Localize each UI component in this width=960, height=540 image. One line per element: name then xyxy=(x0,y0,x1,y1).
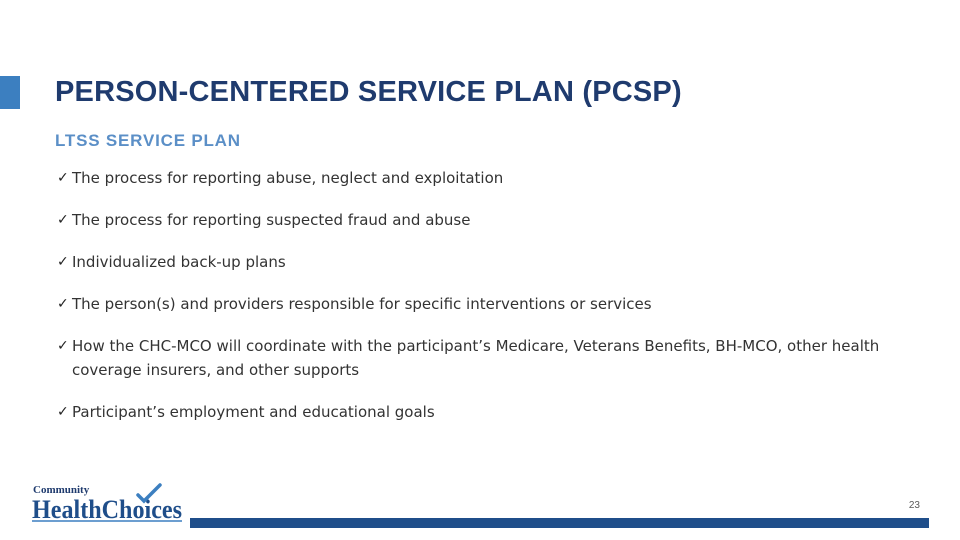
community-healthchoices-logo xyxy=(32,483,184,523)
slide-subtitle: LTSS SERVICE PLAN xyxy=(55,131,241,150)
title-accent-bar xyxy=(0,76,20,109)
check-icon: ✓ xyxy=(57,212,69,228)
bullet-text: The process for reporting suspected fraud and abuse xyxy=(72,211,471,229)
bullet-text: Individualized back-up plans xyxy=(72,253,286,271)
bullet-item xyxy=(57,208,937,232)
bullet-item xyxy=(57,400,937,424)
logo-text-healthchoices: HealthChoices xyxy=(32,495,182,523)
bullet-item xyxy=(57,292,937,316)
check-icon: ✓ xyxy=(57,404,69,420)
bullet-list xyxy=(57,166,937,442)
page-number: 23 xyxy=(908,500,920,511)
bullet-text: The process for reporting abuse, neglect and exploitation xyxy=(72,169,504,187)
bullet-item xyxy=(57,166,937,190)
bullet-text: How the CHC-MCO will coordinate with the participant’s Medicare, Veterans Benefits, BH-MCO, other health coverage insurers, and other supports xyxy=(72,337,880,379)
check-icon: ✓ xyxy=(57,338,69,354)
bullet-text: Participant’s employment and educational goals xyxy=(72,403,435,421)
bullet-item xyxy=(57,334,937,382)
footer-bar xyxy=(190,518,929,528)
check-icon: ✓ xyxy=(57,254,69,270)
check-icon: ✓ xyxy=(57,170,69,186)
bullet-item xyxy=(57,250,937,274)
logo-text-community: Community xyxy=(33,484,90,496)
check-icon: ✓ xyxy=(57,296,69,312)
bullet-text: The person(s) and providers responsible for specific interventions or services xyxy=(72,295,652,313)
slide-title: PERSON-CENTERED SERVICE PLAN (PCSP) xyxy=(55,76,682,108)
